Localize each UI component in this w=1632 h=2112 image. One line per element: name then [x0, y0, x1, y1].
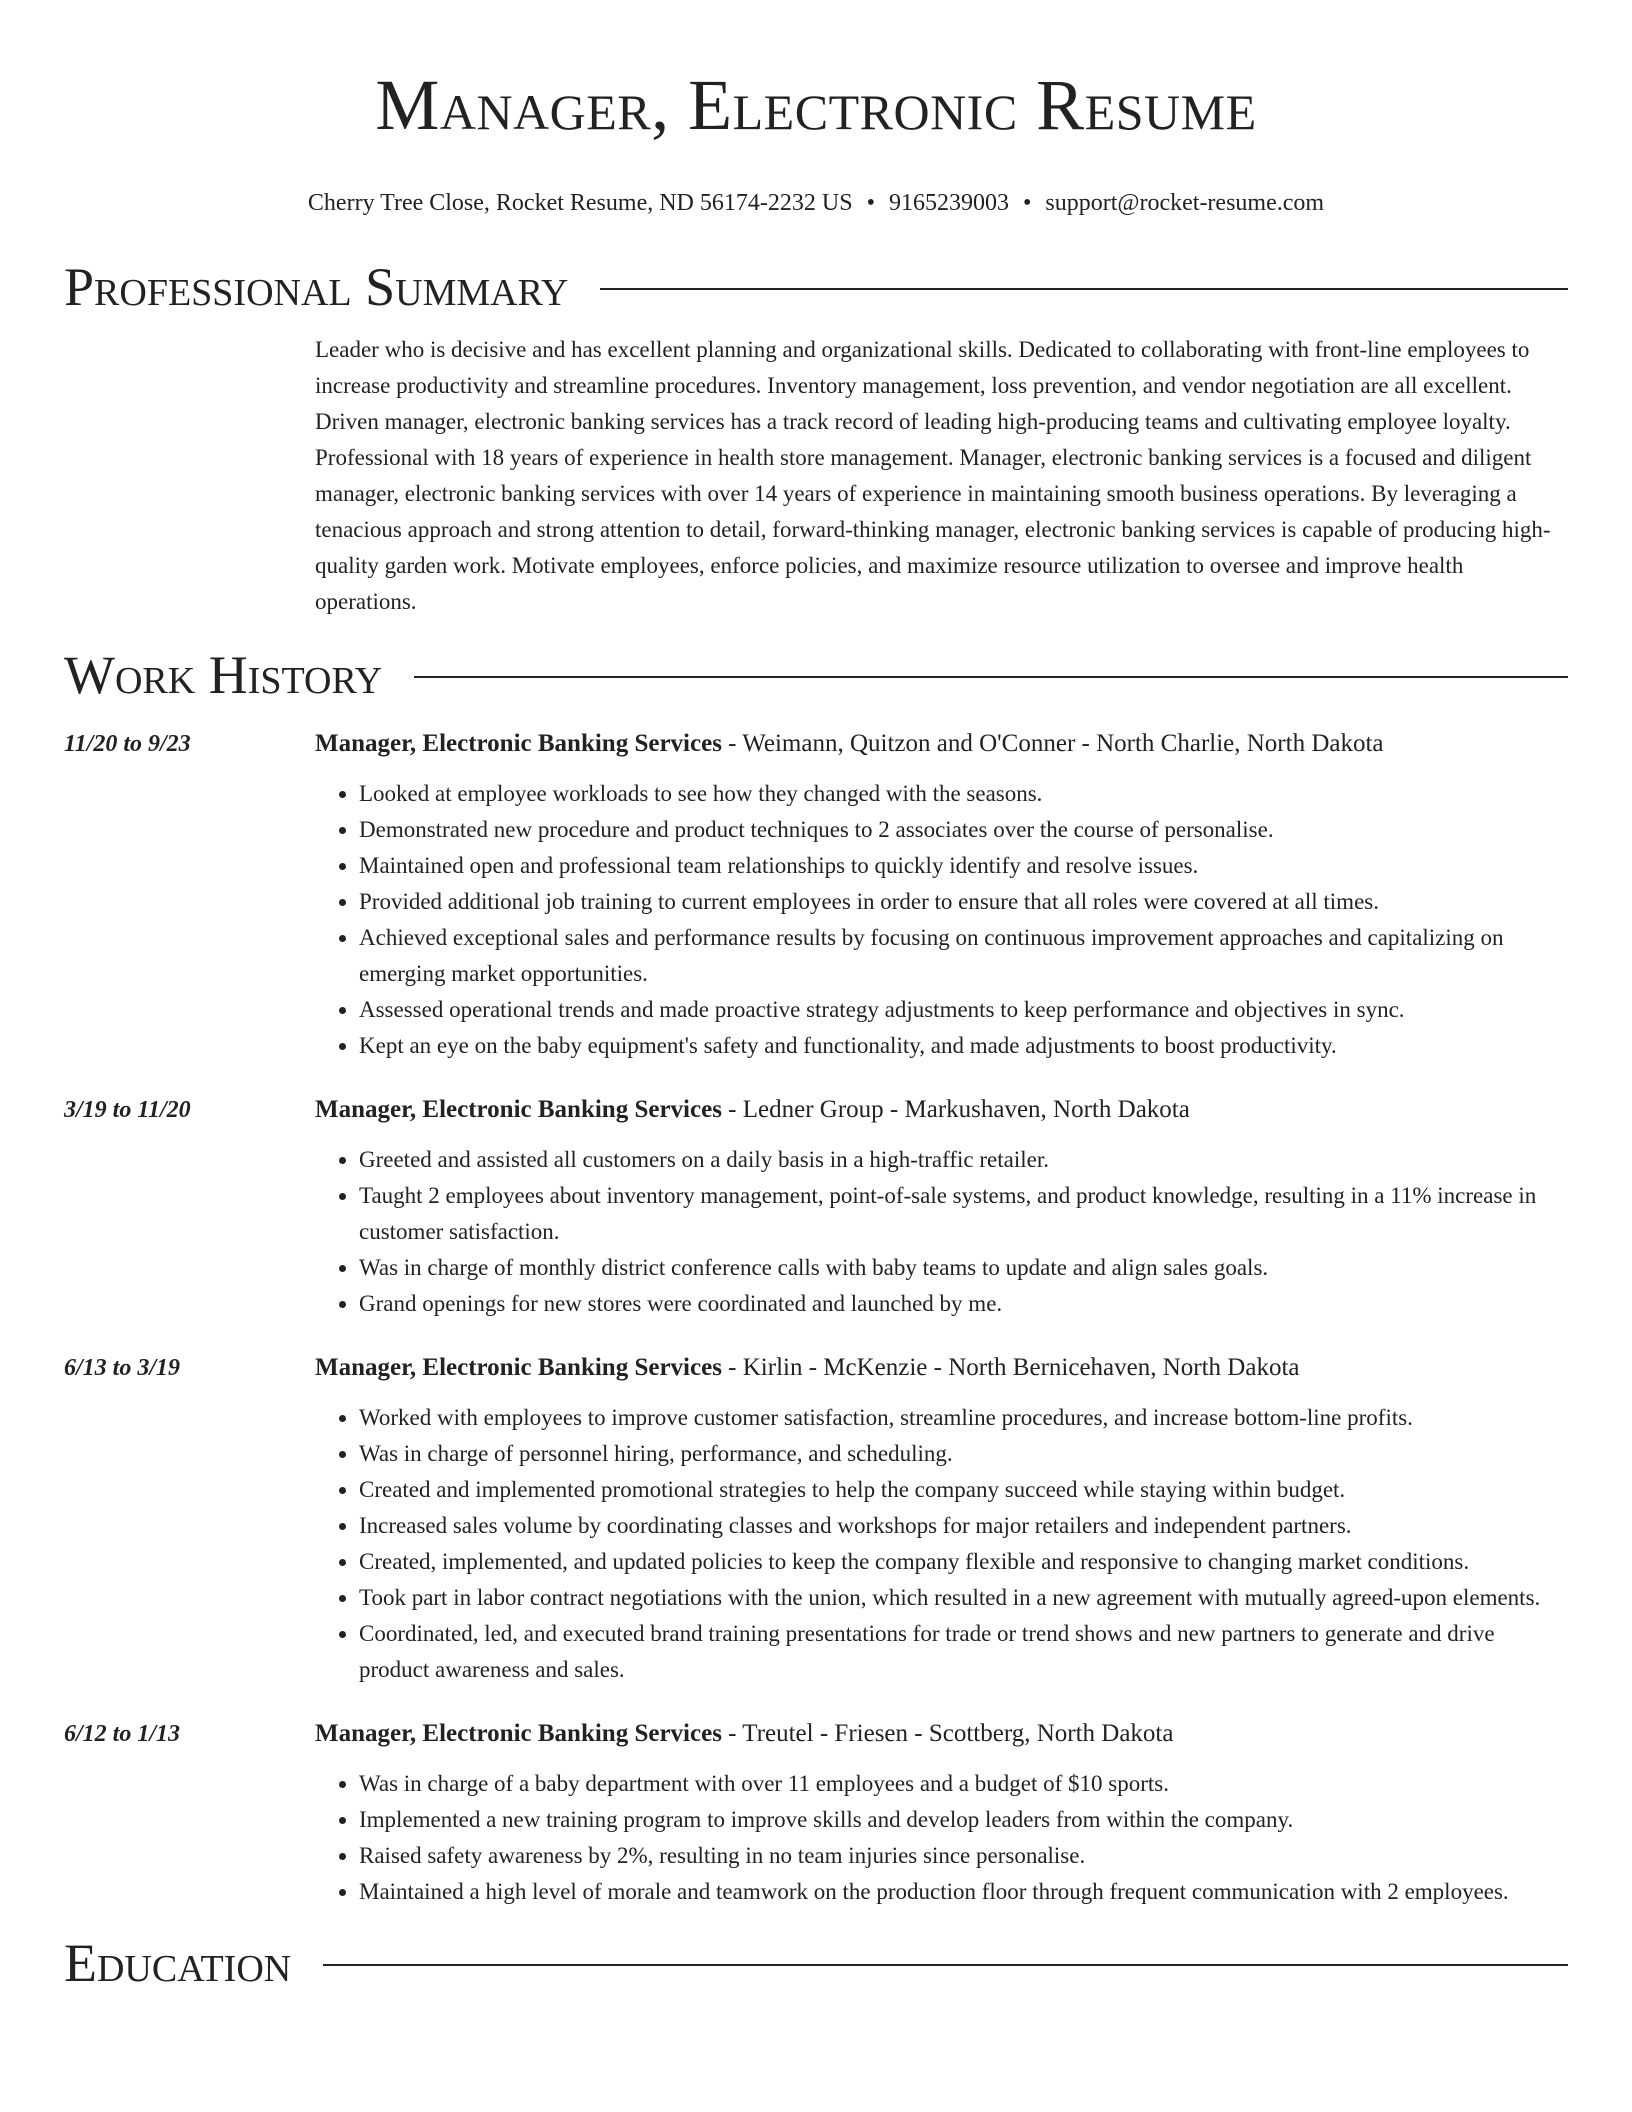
- job-title: Manager, Electronic Banking Services: [315, 1354, 722, 1381]
- job-employer-location: - Treutel - Friesen - Scottberg, North Dakota: [721, 1720, 1174, 1747]
- job-body: [315, 1350, 1568, 1688]
- job-employer-location: - Weimann, Quitzon and O'Conner - North Charlie, North Dakota: [721, 730, 1384, 757]
- job-dates: 6/12 to 1/13: [64, 1721, 181, 1747]
- list-item: • Created, implemented, and updated policies to keep the company flexible and responsive to changing market conditions.: [359, 1544, 1568, 1580]
- section-header-work: [64, 642, 1568, 708]
- job-employer-location: - Kirlin - McKenzie - North Bernicehaven, North Dakota: [721, 1354, 1300, 1381]
- job-body: [315, 1092, 1568, 1322]
- job-bullets: [315, 1142, 1568, 1322]
- list-item: • Taught 2 employees about inventory management, point-of-sale systems, and product knowledge, resulting in a 11% increase in customer satisfaction.: [359, 1178, 1568, 1250]
- contact-address: Cherry Tree Close, Rocket Resume, ND 56174-2232 US: [307, 190, 853, 216]
- job-title: Manager, Electronic Banking Services: [315, 1720, 722, 1747]
- job-heading: [315, 1350, 1568, 1386]
- job-entry: [64, 1092, 1568, 1322]
- list-item: • Greeted and assisted all customers on a daily basis in a high-traffic retailer.: [359, 1142, 1568, 1178]
- list-item: • Maintained open and professional team relationships to quickly identify and resolve issues.: [359, 848, 1568, 884]
- list-item: • Achieved exceptional sales and performance results by focusing on continuous improvement approaches and capitalizing on emerging market opportunities.: [359, 920, 1568, 992]
- list-item: • Assessed operational trends and made proactive strategy adjustments to keep performance and objectives in sync.: [359, 992, 1568, 1028]
- list-item: • Grand openings for new stores were coordinated and launched by me.: [359, 1286, 1568, 1322]
- list-item: • Was in charge of a baby department with over 11 employees and a budget of $10 sports.: [359, 1766, 1568, 1802]
- section-divider: [600, 288, 1568, 290]
- section-divider: [323, 1964, 1568, 1966]
- job-bullets: [315, 1400, 1568, 1688]
- list-item: • Looked at employee workloads to see how they changed with the seasons.: [359, 776, 1568, 812]
- section-header-education: [64, 1930, 1568, 1996]
- list-item: • Raised safety awareness by 2%, resulting in no team injuries since personalise.: [359, 1838, 1568, 1874]
- section-title-summary: Professional Summary: [64, 257, 569, 317]
- job-title: Manager, Electronic Banking Services: [315, 730, 722, 757]
- contact-separator: •: [1022, 190, 1032, 216]
- section-divider: [414, 676, 1568, 678]
- job-dates: 6/13 to 3/19: [64, 1355, 181, 1381]
- list-item: • Provided additional job training to current employees in order to ensure that all roles were covered at all times.: [359, 884, 1568, 920]
- job-entry: [64, 1716, 1568, 1910]
- job-bullets: [315, 776, 1568, 1064]
- job-entry: [64, 1350, 1568, 1688]
- job-title: Manager, Electronic Banking Services: [315, 1096, 722, 1123]
- list-item: • Maintained a high level of morale and teamwork on the production floor through frequent communication with 2 employees.: [359, 1874, 1568, 1910]
- contact-email: support@rocket-resume.com: [1045, 190, 1325, 216]
- list-item: • Took part in labor contract negotiations with the union, which resulted in a new agreement with mutually agreed-upon elements.: [359, 1580, 1568, 1616]
- list-item: • Was in charge of personnel hiring, performance, and scheduling.: [359, 1436, 1568, 1472]
- contact-line: [64, 188, 1568, 218]
- job-heading: [315, 1716, 1568, 1752]
- section-title-work: Work History: [64, 645, 383, 705]
- job-dates: 3/19 to 11/20: [64, 1097, 191, 1123]
- job-bullets: [315, 1766, 1568, 1910]
- job-heading: [315, 726, 1568, 762]
- section-header-summary: [64, 254, 1568, 320]
- job-dates: 11/20 to 9/23: [64, 731, 191, 757]
- job-body: [315, 726, 1568, 1064]
- job-entry: [64, 726, 1568, 1064]
- list-item: • Increased sales volume by coordinating classes and workshops for major retailers and independent partners.: [359, 1508, 1568, 1544]
- list-item: • Was in charge of monthly district conference calls with baby teams to update and align sales goals.: [359, 1250, 1568, 1286]
- work-history-list: [64, 726, 1568, 1910]
- summary-row: [64, 332, 1568, 620]
- list-item: • Demonstrated new procedure and product techniques to 2 associates over the course of personalise.: [359, 812, 1568, 848]
- section-title-education: Education: [64, 1933, 292, 1993]
- list-item: • Implemented a new training program to improve skills and develop leaders from within the company.: [359, 1802, 1568, 1838]
- summary-text: Leader who is decisive and has excellent planning and organizational skills. Dedicated to collaborating with front-line employees to increase productivity and streamline procedures. Inventory management, loss prevention, and vendor negotiation are all excellent. Driven manager, electronic banking services has a track record of leading high-producing teams and cultivating employee loyalty. Professional with 18 years of experience in health store management. Manager, electronic banking services is a focused and diligent manager, electronic banking services with over 14 years of experience in maintaining smooth business operations. By leveraging a tenacious approach and strong attention to detail, forward-thinking manager, electronic banking services is capable of producing high-quality garden work. Motivate employees, enforce policies, and maximize resource utilization to oversee and improve health operations.: [315, 337, 1551, 614]
- job-body: [315, 1716, 1568, 1910]
- contact-separator: •: [866, 190, 875, 216]
- summary-spacer: [64, 332, 315, 620]
- contact-phone: 9165239003: [888, 190, 1009, 216]
- job-heading: [315, 1092, 1568, 1128]
- list-item: • Worked with employees to improve customer satisfaction, streamline procedures, and increase bottom-line profits.: [359, 1400, 1568, 1436]
- resume-name: Manager, Electronic Resume: [375, 65, 1257, 145]
- job-employer-location: - Ledner Group - Markushaven, North Dakota: [721, 1096, 1190, 1123]
- list-item: • Kept an eye on the baby equipment's safety and functionality, and made adjustments to boost productivity.: [359, 1028, 1568, 1064]
- list-item: • Coordinated, led, and executed brand training presentations for trade or trend shows and new partners to generate and drive product awareness and sales.: [359, 1616, 1568, 1688]
- list-item: • Created and implemented promotional strategies to help the company succeed while staying within budget.: [359, 1472, 1568, 1508]
